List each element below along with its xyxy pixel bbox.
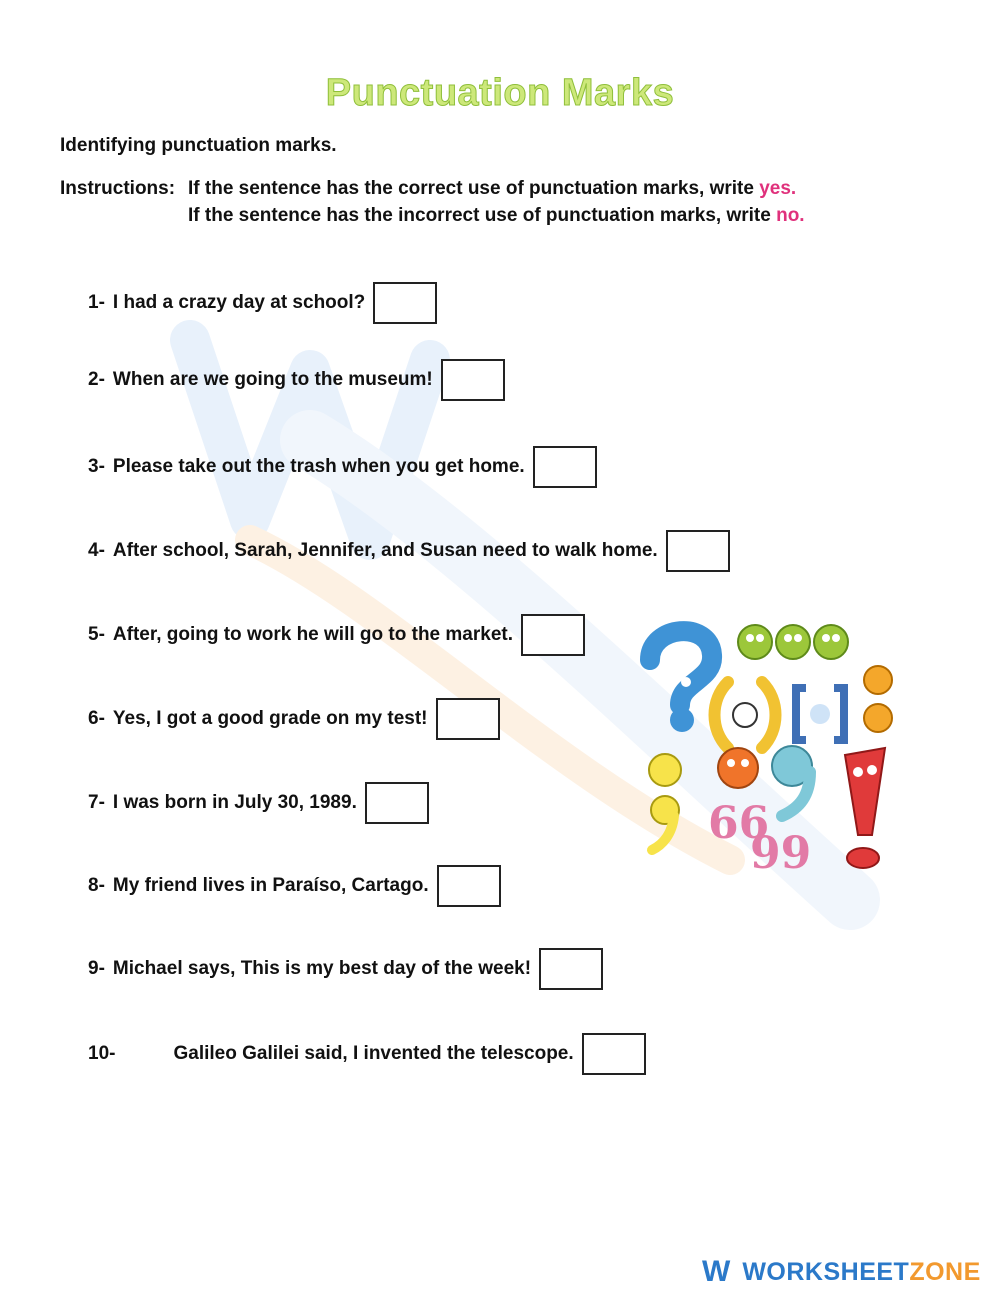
question-row	[88, 612, 585, 658]
instruction-line-incorrect	[188, 205, 805, 227]
question-row	[88, 696, 500, 742]
question-row	[88, 863, 501, 909]
instructions-label: Instructions:	[60, 178, 176, 199]
answer-box[interactable]	[373, 282, 437, 324]
answer-box[interactable]	[441, 359, 505, 401]
question-number: 9-	[88, 958, 105, 979]
question-number: 3-	[88, 456, 105, 477]
parentheses-icon	[715, 682, 776, 748]
question-text: I was born in July 30, 1989.	[112, 792, 357, 813]
answer-box[interactable]	[436, 698, 500, 740]
logo-mark: W	[702, 1255, 731, 1288]
answer-box[interactable]	[533, 446, 597, 488]
worksheet-subtitle: Identifying punctuation marks.	[60, 135, 337, 156]
instruction-text: If the sentence has the incorrect use of punctuation marks, write	[188, 205, 777, 226]
question-row	[88, 444, 597, 490]
answer-box[interactable]	[437, 865, 501, 907]
answer-box[interactable]	[365, 782, 429, 824]
ellipsis-icon	[738, 625, 848, 659]
exclamation-mark-icon	[845, 748, 885, 868]
question-mark-icon	[650, 631, 712, 732]
question-text: I had a crazy day at school?	[112, 292, 366, 313]
question-number: 10-	[88, 1043, 116, 1064]
question-text: My friend lives in Paraíso, Cartago.	[112, 875, 429, 896]
question-row	[88, 280, 437, 326]
worksheetzone-logo	[702, 1255, 981, 1289]
svg-text:66: 66	[708, 798, 770, 849]
svg-text:99: 99	[750, 828, 812, 875]
question-text: When are we going to the museum!	[112, 369, 433, 390]
question-text: After, going to work he will go to the market.	[112, 624, 513, 645]
instruction-text: If the sentence has the correct use of punctuation marks, write	[188, 178, 760, 199]
answer-box[interactable]	[539, 948, 603, 990]
worksheet-title: Punctuation Marks	[325, 72, 675, 114]
question-number: 6-	[88, 708, 105, 729]
answer-box[interactable]	[666, 530, 730, 572]
question-text: Yes, I got a good grade on my test!	[112, 708, 428, 729]
period-icon	[718, 748, 758, 788]
answer-keyword-yes: yes.	[759, 178, 797, 199]
question-text: After school, Sarah, Jennifer, and Susan need to walk home.	[112, 540, 658, 561]
brand-name	[742, 1258, 980, 1287]
question-text: Michael says, This is my best day of the week!	[112, 958, 532, 979]
answer-box[interactable]	[521, 614, 585, 656]
question-text: Galileo Galilei said, I invented the telescope.	[173, 1043, 574, 1064]
question-number: 1-	[88, 292, 105, 313]
question-number: 5-	[88, 624, 105, 645]
semicolon-icon	[649, 754, 681, 850]
question-row	[88, 780, 429, 826]
brand-accent: ZONE	[909, 1257, 981, 1286]
question-row	[88, 946, 603, 992]
punctuation-clipart	[640, 620, 905, 875]
question-row	[88, 1031, 646, 1077]
question-row	[88, 528, 730, 574]
question-number: 2-	[88, 369, 105, 390]
answer-keyword-no: no.	[776, 205, 805, 226]
question-text: Please take out the trash when you get home.	[112, 456, 525, 477]
question-number: 7-	[88, 792, 105, 813]
brackets-icon	[796, 688, 844, 740]
question-row	[88, 357, 505, 403]
question-number: 4-	[88, 540, 105, 561]
colon-icon	[864, 666, 892, 732]
brand-main: WORKSHEET	[742, 1257, 910, 1286]
instruction-line-correct	[188, 178, 796, 200]
question-number: 8-	[88, 875, 105, 896]
answer-box[interactable]	[582, 1033, 646, 1075]
comma-icon	[772, 746, 812, 816]
